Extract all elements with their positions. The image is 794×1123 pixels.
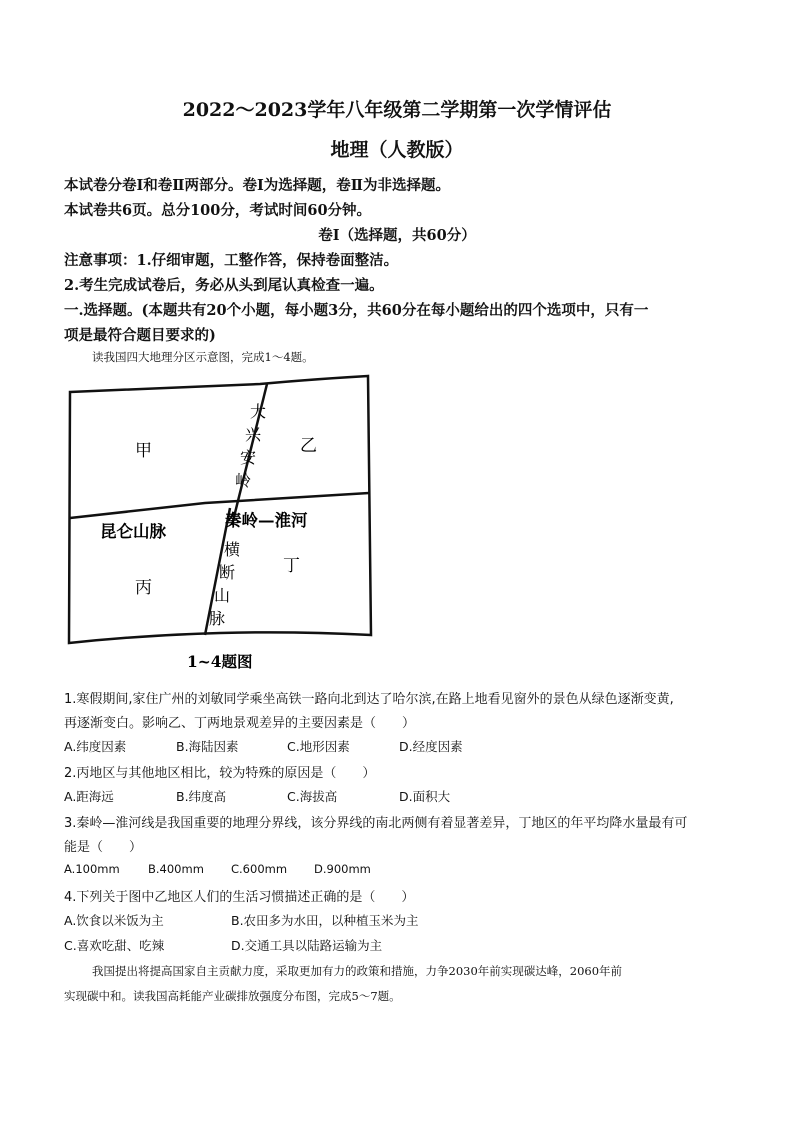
region-yi: 乙 xyxy=(300,436,317,456)
intro-line-1: 本试卷分卷Ⅰ和卷Ⅱ两部分。卷Ⅰ为选择题，卷Ⅱ为非选择题。 xyxy=(64,177,451,194)
line-qinling-huaihe xyxy=(70,493,369,518)
label-daxinganling-1: 大 xyxy=(250,402,267,421)
region-bing: 丙 xyxy=(135,578,152,598)
label-daxinganling-4: 岭 xyxy=(235,471,252,490)
question-3-stem-2: 能是（ ） xyxy=(64,840,143,855)
notice-line-1: 注意事项：1.仔细审题，工整作答，保持卷面整洁。 xyxy=(64,252,399,269)
map-prompt: 读我国四大地理分区示意图，完成1～4题。 xyxy=(92,350,314,364)
question-2-option-a[interactable]: A.距海远 xyxy=(64,789,114,804)
part-heading-1: 一.选择题。(本题共有20个小题，每小题3分，共60分在每小题给出的四个选项中，只有一 xyxy=(64,302,649,319)
question-4-stem: 4.下列关于图中乙地区人们的生活习惯描述正确的是（ ） xyxy=(64,890,415,905)
intro-line-2: 本试卷共6页。总分100分，考试时间60分钟。 xyxy=(64,202,372,219)
question-1-option-d[interactable]: D.经度因素 xyxy=(399,739,463,754)
label-daxinganling-3: 安 xyxy=(240,448,257,467)
label-hengduan-2: 断 xyxy=(219,563,236,582)
label-hengduan-1: 横 xyxy=(224,540,241,559)
question-2-option-b[interactable]: B.纬度高 xyxy=(176,789,227,804)
label-daxinganling-2: 兴 xyxy=(245,425,262,444)
label-hengduan-3: 山 xyxy=(214,586,231,605)
question-2-option-d[interactable]: D.面积大 xyxy=(399,789,451,804)
question-2-option-c[interactable]: C.海拔高 xyxy=(287,789,338,804)
question-3-option-c[interactable]: C.600mm xyxy=(231,862,288,876)
region-jia: 甲 xyxy=(135,441,152,461)
question-3-option-d[interactable]: D.900mm xyxy=(314,862,371,876)
question-1-stem-2: 再逐渐变白。影响乙、丁两地景观差异的主要因素是（ ） xyxy=(64,716,416,731)
closing-line-2: 实现碳中和。读我国高耗能产业碳排放强度分布图，完成5～7题。 xyxy=(64,989,401,1003)
exam-title: 2022～2023学年八年级第二学期第一次学情评估 xyxy=(182,99,612,121)
label-kunlun: 昆仑山脉 xyxy=(100,522,166,541)
part-heading-2: 项是最符合题目要求的) xyxy=(64,327,216,344)
map-caption: 1~4题图 xyxy=(187,652,253,671)
closing-line-1: 我国提出将提高国家自主贡献力度，采取更加有力的政策和措施，力争2030年前实现碳达峰，2060年前 xyxy=(92,964,623,978)
question-3-option-a[interactable]: A.100mm xyxy=(64,862,120,876)
question-4-option-a[interactable]: A.饮食以米饭为主 xyxy=(64,913,164,928)
question-4-option-d[interactable]: D.交通工具以陆路运输为主 xyxy=(231,938,383,953)
question-3-stem-1: 3.秦岭—淮河线是我国重要的地理分界线，该分界线的南北两侧有着显著差异，丁地区的年平均降水量最有可 xyxy=(64,816,688,831)
notice-line-2: 2.考生完成试卷后，务必从头到尾认真检查一遍。 xyxy=(64,277,384,294)
region-ding: 丁 xyxy=(283,556,300,576)
exam-subtitle: 地理（人教版） xyxy=(330,139,464,161)
question-4-option-b[interactable]: B.农田多为水田，以种植玉米为主 xyxy=(231,913,419,928)
question-1-option-a[interactable]: A.纬度因素 xyxy=(64,739,127,754)
question-3-option-b[interactable]: B.400mm xyxy=(148,862,204,876)
label-qinling-huaihe: 秦岭—淮河 xyxy=(225,511,308,530)
question-1-option-b[interactable]: B.海陆因素 xyxy=(176,739,239,754)
section-heading: 卷Ⅰ（选择题，共60分） xyxy=(318,227,476,244)
label-hengduan-4: 脉 xyxy=(209,609,226,628)
question-4-option-c[interactable]: C.喜欢吃甜、吃辣 xyxy=(64,938,165,953)
question-2-stem: 2.丙地区与其他地区相比，较为特殊的原因是（ ） xyxy=(64,766,376,781)
question-1-stem-1: 1.寒假期间,家住广州的刘敏同学乘坐高铁一路向北到达了哈尔滨,在路上地看见窗外的景色从绿色逐渐变黄, xyxy=(64,692,674,707)
region-map xyxy=(55,365,395,675)
question-1-option-c[interactable]: C.地形因素 xyxy=(287,739,350,754)
